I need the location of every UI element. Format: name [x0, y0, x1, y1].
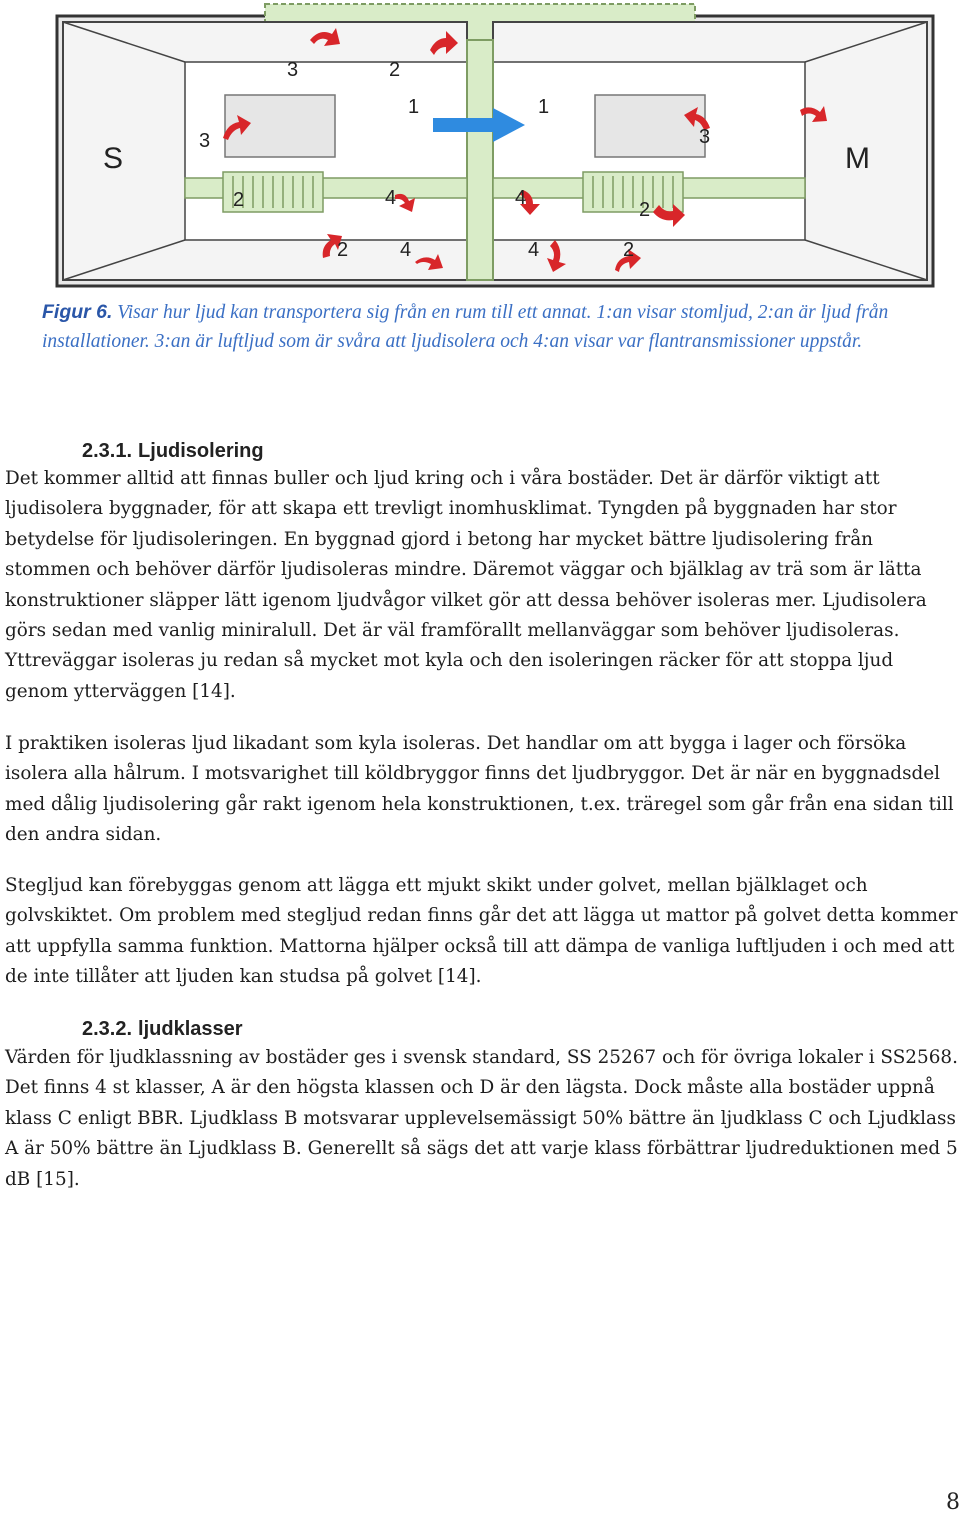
partition-wall: [467, 40, 493, 280]
caption-lead: Figur 6.: [42, 301, 113, 323]
paragraph: Värden för ljudklassning av bostäder ges i svensk standard, SS 25267 och för övriga lokaler i SS2568. Det finns 4 st klasser, A är den högsta klassen och D är den lägsta. Dock måste alla bostäder uppnå klass C enligt BBR. Ljudklass B motsvarar upplevelsemässigt 50% bättre än ljudklass C och Ljudklass A är 50% bättre än Ljudklass B. Generellt så sägs det att varje klass förbättrar ljudreduktionen med 5 dB [15].: [5, 1047, 958, 1190]
label-left-2: 2: [233, 189, 245, 211]
sound-transmission-diagram: [55, 0, 935, 290]
label-top-2: 2: [389, 59, 401, 81]
page-number: 8: [946, 1490, 960, 1515]
label-mid-1-right: 1: [538, 96, 550, 118]
paragraph: Stegljud kan förebyggas genom att lägga ett mjukt skikt under golvet, mellan bjälklaget och golvskiktet. Om problem med stegljud redan finns går det att lägga ut mattor på golvet detta kommer att uppfylla samma funktion. Mattorna hjälper också till att dämpa de vanliga luftljuden i och med att de inte tillåter att ljuden kan studsa på golvet [14].: [5, 875, 958, 988]
section-number: 2.3.2.: [82, 1018, 133, 1040]
label-right-2: 2: [639, 199, 651, 221]
label-bottom-4-left: 4: [400, 239, 412, 261]
label-bottom-2-right: 2: [623, 239, 635, 261]
label-bottom-2-left: 2: [337, 239, 349, 261]
label-mid-1-left: 1: [408, 96, 420, 118]
caption-text: Visar hur ljud kan transportera sig från en rum till ett annat. 1:an visar stomljud, 2:an är ljud från installationer. 3:an är luftljud som är svåra att ljudisolera och 4:an visar var flantransmissioner uppstår.: [42, 302, 889, 352]
label-right-4: 4: [515, 187, 527, 209]
label-bottom-4-right: 4: [528, 239, 540, 261]
section-number: 2.3.1.: [82, 440, 133, 462]
paragraph: Det kommer alltid att finnas buller och ljud kring och i våra bostäder. Det är därför viktigt att ljudisolera byggnader, för att skapa ett trevligt inomhusklimat. Tyngden på byggnaden har stor betydelse för ljudisoleringen. En byggnad gjord i betong har mycket bättre ljudisolering från stommen och behöver därför ljudisoleras mindre. Däremot väggar och bjälklag av trä som är lätta konstruktioner släpper lätt igenom ljudvågor vilket gör att dessa behöver isoleras mer. Ljudisolera görs sedan med vanlig miniralull. Det är väl framförallt mellanväggar som behöver ljudisoleras. Yttreväggar isoleras ju redan så mycket mot kyla och den isoleringen räcker för att stoppa ljud genom ytterväggen [14].: [5, 468, 927, 702]
room-left-label: S: [103, 142, 124, 175]
section-title: ljudklasser: [138, 1018, 243, 1040]
paragraph: I praktiken isoleras ljud likadant som kyla isoleras. Det handlar om att bygga i lager och försöka isolera alla hålrum. I motsvarighet till köldbryggor finns det ljudbryggor. Det är när en byggnadsdel med dålig ljudisolering går rakt igenom hela konstruktionen, t.ex. träregel som går från ena sidan till den andra sidan.: [5, 733, 954, 846]
section-heading-ljudklasser: [82, 1018, 243, 1041]
section-title: Ljudisolering: [138, 440, 264, 462]
figure-caption: [42, 298, 947, 356]
room-right-label: M: [845, 142, 870, 175]
installation-right: [595, 95, 705, 157]
label-left-4: 4: [385, 187, 397, 209]
label-top-3: 3: [287, 59, 299, 81]
radiator-right: [583, 172, 683, 212]
section-heading-ljudisolering: [82, 440, 264, 463]
label-left-3: 3: [199, 130, 211, 152]
label-right-3: 3: [699, 126, 711, 148]
